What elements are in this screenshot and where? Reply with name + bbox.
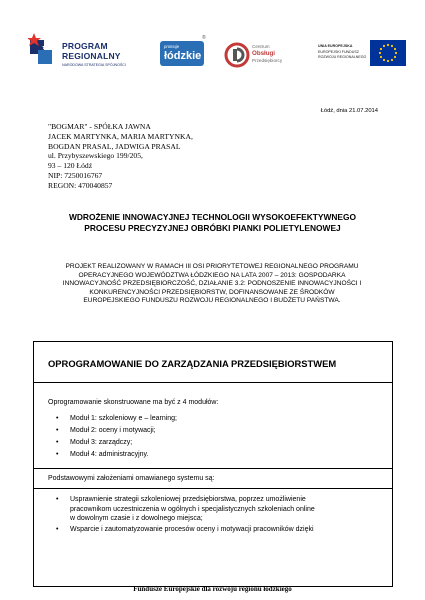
assumption-line: w dowolnym czasie i z dowolnego miejsca; [70, 515, 203, 523]
address-line: JACEK MARTYNKA, MARIA MARTYNKA, [48, 131, 193, 141]
module-item: Moduł 4: administracyjny. [70, 451, 149, 458]
software-section-frame [33, 341, 393, 587]
address-line: "BOGMAR" - SPÓŁKA JAWNA [48, 122, 151, 131]
program-logo-line2: REGIONALNY [62, 51, 121, 61]
eu-logo-line3: ROZWOJU REGIONALNEGO [318, 55, 367, 59]
program-regionalny-star-icon [28, 30, 58, 70]
assumption-line: Wsparcie i zautomatyzowanie procesów oceny i motywacji pracowników dzięki [70, 526, 314, 533]
project-description [32, 263, 392, 306]
promuje-lodzkie-logo [160, 35, 206, 66]
bullet-marker: • [56, 451, 59, 458]
ckr-logo-line3: Przedsiębiorcy [252, 58, 283, 63]
project-line: EUROPEJSKIEGO FUNDUSZU ROZWOJU REGIONALNEGO I BUDŻETU PAŃSTWA. [83, 297, 341, 305]
document-title [40, 212, 385, 233]
eu-logo-line1: UNIA EUROPEJSKA [318, 44, 353, 48]
lodzkie-logo-small: promuje [164, 44, 180, 49]
ckr-logo-line2: Obsługi [252, 50, 276, 57]
section-divider [34, 382, 392, 383]
bullet-marker: • [56, 439, 59, 446]
program-regionalny-logo [28, 30, 158, 74]
address-line: 93 – 120 Łódź [48, 161, 93, 171]
bullet-marker: • [56, 427, 59, 434]
section-divider [34, 468, 392, 469]
title-line: WDROŻENIE INNOWACYJNEJ TECHNOLOGII WYSOKOEFEKTYWNEGO [68, 212, 357, 222]
assumption-line: Usprawnienie strategii szkoleniowej przedsiębiorstwa, poprzez umożliwienie [70, 496, 306, 503]
assumption-item [70, 525, 370, 535]
module-item: Moduł 3: zarządczy; [70, 439, 133, 446]
eu-logo-line2: EUROPEJSKI FUNDUSZ [318, 50, 359, 54]
title-line: PROCESU PRECYZYJNEJ OBRÓBKI PIANKI POLIETYLENOWEJ [84, 222, 341, 233]
project-line: PROJEKT REALIZOWANY W RAMACH III OSI PRIORYTETOWEJ REGIONALNEGO PROGRAMU [65, 263, 359, 270]
assumption-line: pracownikom uczestniczenia w ogólnych i specjalistycznych szkoleniach online [70, 505, 315, 513]
header-logos [0, 0, 425, 90]
eu-flag-icon [370, 40, 406, 66]
module-item: Moduł 1: szkoleniowy e – learning; [70, 415, 178, 422]
address-line: BOGDAN PRASAL, JADWIGA PRASAL [48, 141, 181, 151]
centrum-circle-icon [224, 42, 250, 68]
project-line: KONKURENCYJNOŚCI PRZEDSIĘBIORSTW, DOFINANSOWANE ZE ŚRODKÓW [89, 288, 335, 296]
bullet-marker: • [56, 496, 59, 503]
program-logo-line3: NARODOWA STRATEGIA SPÓJNOŚCI [62, 63, 126, 67]
address-line: ul. Przybyszewskiego 199/205, [48, 151, 143, 161]
eu-logo [318, 40, 408, 70]
section-divider [34, 488, 392, 489]
address-line: REGON: 470040857 [48, 180, 113, 190]
project-line: OPERACYJNEGO WOJEWÓDZTWA ŁÓDZKIEGO NA LATA 2007 – 2013: GOSPODARKA [78, 271, 346, 279]
registered-mark: ® [202, 35, 206, 41]
company-address-block [48, 122, 193, 191]
module-item: Moduł 2: oceny i motywacji; [70, 427, 156, 434]
ckr-logo-line1: Centrum [252, 44, 270, 49]
address-line: NIP: 7250016767 [48, 170, 103, 180]
assumption-item [70, 495, 370, 524]
modules-intro: Oprogramowanie skonstruowane ma być z 4 modułów: [48, 399, 219, 406]
bullet-marker: • [56, 526, 59, 533]
assumptions-intro: Podstawowymi założeniami omawianego systemu są: [48, 475, 215, 482]
bullet-marker: • [56, 415, 59, 422]
lodzkie-logo-main: łódzkie [164, 50, 202, 62]
program-logo-line1: PROGRAM [62, 41, 108, 51]
centrum-obslugi-przedsiebiorcy-logo [224, 42, 304, 70]
section-title: OPROGRAMOWANIE DO ZARZĄDZANIA PRZEDSIĘBIORSTWEM [48, 358, 337, 369]
page-footer: Fundusze Europejskie dla rozwoju regionu łódzkiego [133, 585, 292, 593]
project-line: INNOWACYJNOŚĆ PRZEDSIĘBIORCZOŚĆ, DZIAŁANIE 3.2: PODNOSZENIE INNOWACYJNOŚCI I [62, 280, 362, 288]
document-date: Łódź, dnia 21.07.2014 [320, 108, 378, 114]
